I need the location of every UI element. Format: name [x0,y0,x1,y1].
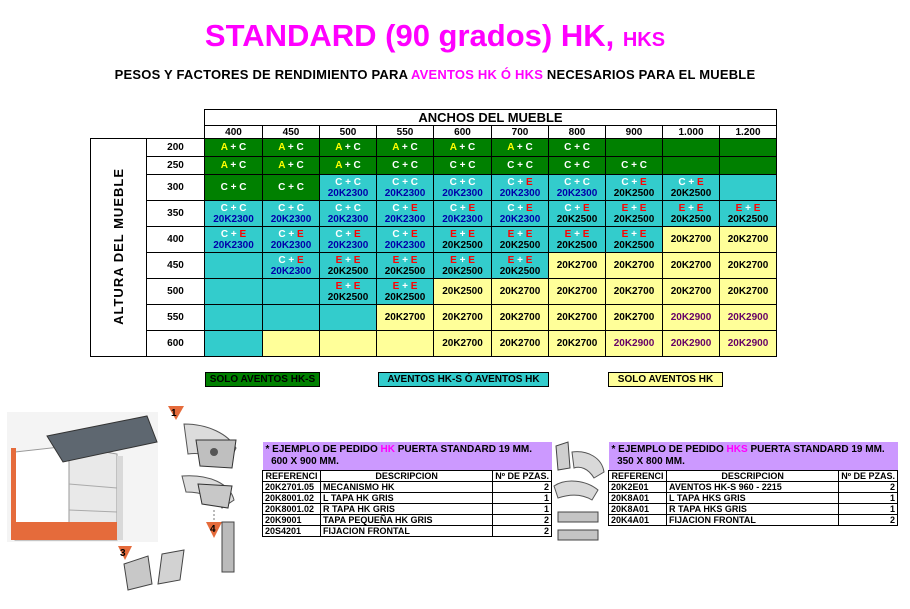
legend-yellow: SOLO AVENTOS HK [608,372,723,387]
width-label: 450 [263,126,320,139]
order-hk-heading: * EJEMPLO DE PEDIDO HK PUERTA STANDARD 19 MM. 600 X 900 MM. [263,442,552,471]
widths-header: ANCHOS DEL MUEBLE [205,110,777,126]
table-row: 20K8001.02 L TAPA HK GRIS 1 [263,493,552,504]
order-example-hks: * EJEMPLO DE PEDIDO HKS PUERTA STANDARD 19 MM. 350 X 800 MM. REFERENCI DESCRIPCION Nº DE PZAS. 20K2E01 AVENTOS HK-S 960 - 2215 2 20K8A01 L TAPA HKS GRIS 1 20K8A01 R TAPA HKS GRIS 1 20K4A01 FIJACION FRONTAL 2 [608,442,898,526]
width-label: 1.000 [663,126,720,139]
legend-green: SOLO AVENTOS HK-S [205,372,320,387]
table-row: 20K2E01 AVENTOS HK-S 960 - 2215 2 [609,482,898,493]
table-row: 20K9001 TAPA PEQUEÑA HK GRIS 2 [263,515,552,526]
height-label: 500 [147,279,205,305]
width-label: 700 [492,126,549,139]
width-label: 550 [377,126,434,139]
width-label: 500 [320,126,377,139]
height-label: 550 [147,305,205,331]
height-label: 300 [147,175,205,201]
height-label: 450 [147,253,205,279]
table-row: 20K4A01 FIJACION FRONTAL 2 [609,515,898,526]
width-label: 900 [606,126,663,139]
height-label: 250 [147,157,205,175]
page-subtitle: PESOS Y FACTORES DE RENDIMIENTO PARA AVENTOS HK Ó HKS NECESARIOS PARA EL MUEBLE [114,67,756,82]
table-row: 20K2701.05 MECANISMO HK 2 [263,482,552,493]
mechanism-parts-illustration [118,404,250,604]
page-title: STANDARD (90 grados) HK, HKS [204,18,666,53]
width-label: 600 [434,126,492,139]
table-row: 20S4201 FIJACION FRONTAL 2 [263,526,552,537]
height-label: 400 [147,227,205,253]
height-axis-label: ALTURA DEL MUEBLE [91,139,147,357]
width-label: 1.200 [720,126,777,139]
height-label: 200 [147,139,205,157]
performance-grid: ANCHOS DEL MUEBLE 400 450 500 550 600 700 800 900 1.000 1.200 ALTURA DEL MUEBLE 200 A + C A + C A + C A + C A + C A + C C + C 250 A + C A + C A + C C + C C + C C + C C + C C + C 300 C + C C + C C + C 20K2300 C + C 20K2300 C + C 20K2300 C + E 20K2300 C + C 20K2300 C + E 20K2500 C + E 20K2500 350 C + C 20K2300 C + C 20K2300 C + C 20K2300 C + E 20K2300 C + E 20K2300 C + E 20K2300 C + E 20K2500 E + E 20K2500 E + E 20K2500 E + E 20K2500 400 C + E 20K2300 C + E 20K2300 C + E 20K2300 C + E 20K2300 E + E 20K2500 E + E 20K2500 E + E 20K2500 E + E 20K2500 20K2700 20K2700 450 C + E 20K2300 E + E 20K2500 E + E 20K2500 E + E 20K2500 E + E 20K2500 20K2700 20K2700 20K2700 20K2700 500 E + E 20K2500 E + E 20K2500 20K2500 20K2700 20K2700 20K2700 20K2700 20K2700 550 20K2700 20K2700 20K2700 20K2700 20K2700 20K2900 20K2900 600 20K2700 20K2700 20K2700 20K2900 20K2900 20K2900 [90,109,777,357]
order-example-hk: * EJEMPLO DE PEDIDO HK PUERTA STANDARD 19 MM. 600 X 900 MM. REFERENCI DESCRIPCION Nº DE PZAS. 20K2701.05 MECANISMO HK 2 20K8001.02 L TAPA HK GRIS 1 20K8001.02 R TAPA HK GRIS 1 20K9001 TAPA PEQUEÑA HK GRIS 2 20S4201 FIJACION FRONTAL 2 [262,442,552,537]
table-row: 20K8A01 L TAPA HKS GRIS 1 [609,493,898,504]
callout-3: 3 [120,548,126,559]
height-label: 600 [147,331,205,357]
callout-1: 1 [171,408,177,419]
order-hks-heading: * EJEMPLO DE PEDIDO HKS PUERTA STANDARD 19 MM. 350 X 800 MM. [609,442,898,471]
width-label: 400 [205,126,263,139]
hks-parts-illustration [552,438,608,550]
legend-cyan: AVENTOS HK-S Ó AVENTOS HK [378,372,549,387]
table-row: 20K8A01 R TAPA HKS GRIS 1 [609,504,898,515]
width-label: 800 [549,126,606,139]
callout-4: 4 [210,524,216,535]
table-row: 20K8001.02 R TAPA HK GRIS 1 [263,504,552,515]
height-label: 350 [147,201,205,227]
